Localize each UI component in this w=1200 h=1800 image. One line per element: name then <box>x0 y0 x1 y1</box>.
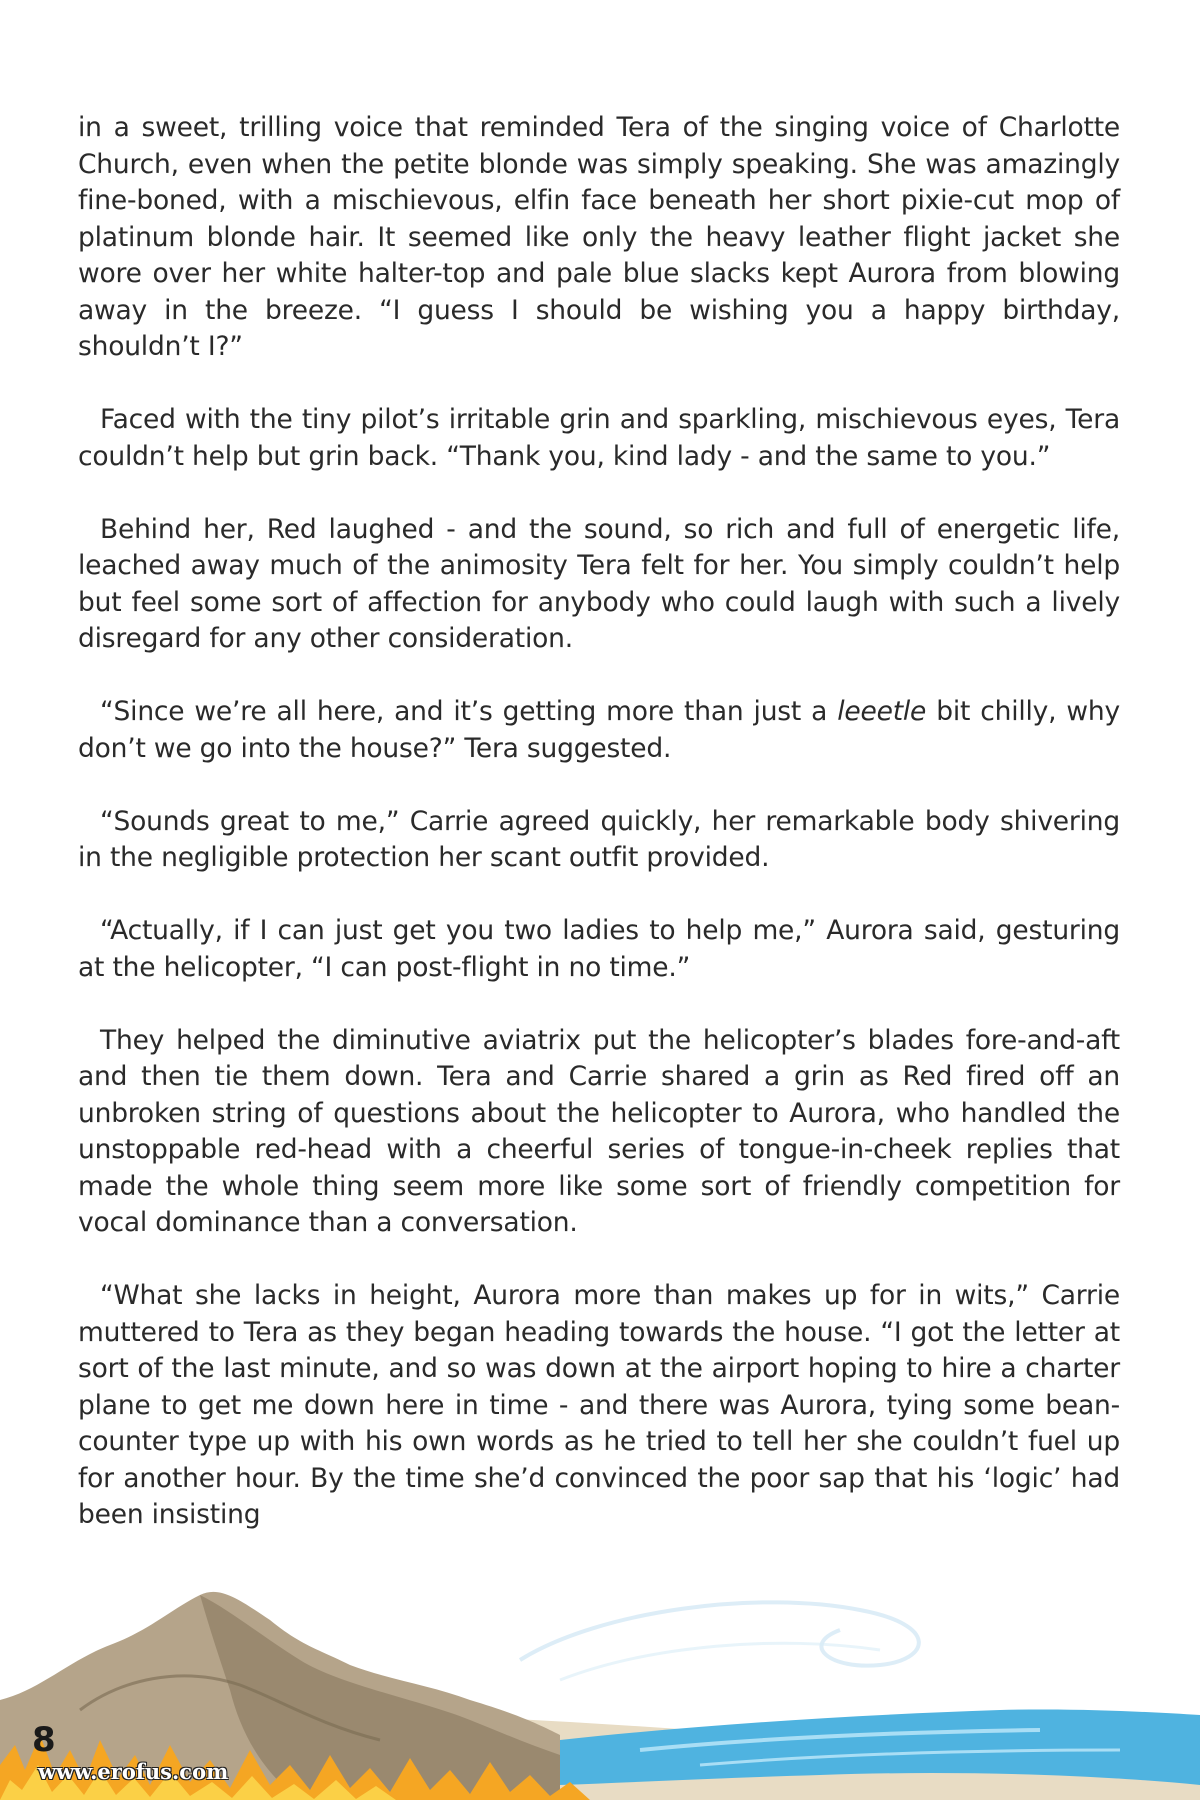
paragraph: Faced with the tiny pilot’s irritable grin and sparkling, mischievous eyes, Tera couldn’t help but grin back. “Thank you, kind lady - and the same to you.” <box>78 404 1120 472</box>
wind-swirl-line <box>560 1643 880 1680</box>
watermark: www.erofus.com <box>38 1759 229 1784</box>
page-body-text <box>78 110 1120 1534</box>
paragraph-with-italic <box>78 694 1120 767</box>
paragraph: “Actually, if I can just get you two ladies to help me,” Aurora said, gesturing at the helicopter, “I can post-flight in no time.” <box>78 915 1120 983</box>
paragraph: Behind her, Red laughed - and the sound, so rich and full of energetic life, leached away much of the animosity Tera felt for her. You simply couldn’t help but feel some sort of affection for anybody who could laugh with such a lively disregard for any other consideration. <box>78 513 1120 654</box>
paragraph: in a sweet, trilling voice that reminded Tera of the singing voice of Charlotte Church, even when the petite blonde was simply speaking. She was amazingly fine-boned, with a mischievous, elfin face beneath her short pixie-cut mop of platinum blonde hair. It seemed like only the heavy leather flight jacket she wore over her white halter-top and pale blue slacks kept Aurora from blowing away in the breeze. “I guess I should be wishing you a happy birthday, shouldn’t I?” <box>78 112 1120 362</box>
paragraph-text-before: “Since we’re all here, and it’s getting more than just a <box>100 696 838 727</box>
paragraph: “Sounds great to me,” Carrie agreed quickly, her remarkable body shivering in the negligible protection her scant outfit provided. <box>78 805 1120 873</box>
paragraph: They helped the diminutive aviatrix put the helicopter’s blades fore-and-aft and then tie them down. Tera and Carrie shared a grin as Red fired off an unbroken string of questions about the helicopter to Aurora, who handled the unstoppable red-head with a cheerful series of tongue-in-cheek replies that made the whole thing seem more like some sort of friendly competition for vocal dominance than a conversation. <box>78 1024 1120 1238</box>
paragraph-text-after: bit chilly, why don’t we go into the house?” Tera suggested. <box>78 696 1120 764</box>
paragraph: “What she lacks in height, Aurora more than makes up for in wits,” Carrie muttered to Tera as they began heading towards the house. “I got the letter at sort of the last minute, and so was down at the airport hoping to hire a charter plane to get me down here in time - and there was Aurora, tying some bean-counter type up with his own words as he tried to tell her she couldn’t fuel up for another hour. By the time she’d convinced the poor sap that his ‘logic’ had been insisting <box>78 1280 1120 1530</box>
italic-word: leeetle <box>837 696 927 727</box>
wind-swirl-line <box>520 1602 919 1665</box>
page-number: 8 <box>32 1720 56 1760</box>
